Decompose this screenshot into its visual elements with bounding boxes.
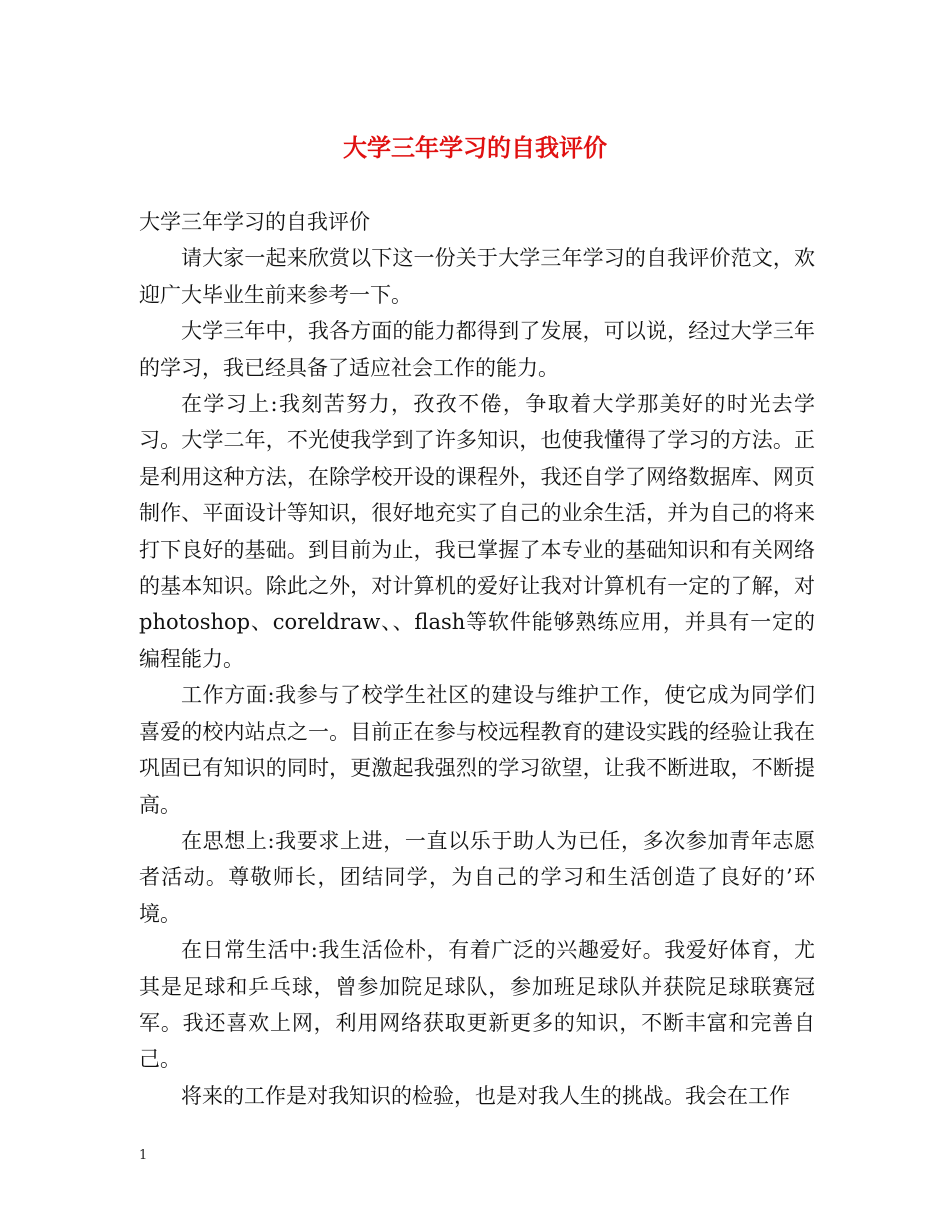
work-paragraph: 工作方面:我参与了校学生社区的建设与维护工作，使它成为同学们喜爱的校内站点之一。目前正在参与校远程教育的建设实践的经验让我在巩固已有知识的同时，更激起我强烈的学习欲望，让我不断进取，不断提高。	[139, 683, 815, 817]
daily-life-paragraph: 在日常生活中:我生活俭朴，有着广泛的兴趣爱好。我爱好体育，尤其是足球和乒乓球，曾参加院足球队，参加班足球队并获院足球联赛冠军。我还喜欢上网，利用网络获取更新更多的知识，不断丰富和完善自己。	[139, 938, 815, 1072]
thought-paragraph: 在思想上:我要求上进，一直以乐于助人为已任，多次参加青年志愿者活动。尊敬师长，团结同学，为自己的学习和生活创造了良好的’环境。	[139, 828, 815, 926]
study-paragraph: 在学习上:我刻苦努力，孜孜不倦，争取着大学那美好的时光去学习。大学二年，不光使我学到了许多知识，也使我懂得了学习的方法。正是利用这种方法，在除学校开设的课程外，我还自学了网络数据库、网页制作、平面设计等知识，很好地充实了自己的业余生活，并为自己的将来打下良好的基础。到目前为止，我已掌握了本专业的基础知识和有关网络的基本知识。除此之外，对计算机的爱好让我对计算机有一定的了解，对photoshop、coreldraw、、flash等软件能够熟练应用，并具有一定的编程能力。	[139, 392, 815, 671]
summary-paragraph: 大学三年中，我各方面的能力都得到了发展，可以说，经过大学三年的学习，我已经具备了适应社会工作的能力。	[139, 319, 815, 380]
page-number: 1	[139, 1148, 148, 1163]
future-paragraph: 将来的工作是对我知识的检验，也是对我人生的挑战。我会在工作	[181, 1083, 790, 1108]
intro-paragraph: 请大家一起来欣赏以下这一份关于大学三年学习的自我评价范文，欢迎广大毕业生前来参考一下。	[139, 246, 815, 307]
subtitle-paragraph: 大学三年学习的自我评价	[139, 210, 370, 234]
document-body	[139, 204, 815, 1114]
document-title: 大学三年学习的自我评价	[343, 134, 607, 162]
